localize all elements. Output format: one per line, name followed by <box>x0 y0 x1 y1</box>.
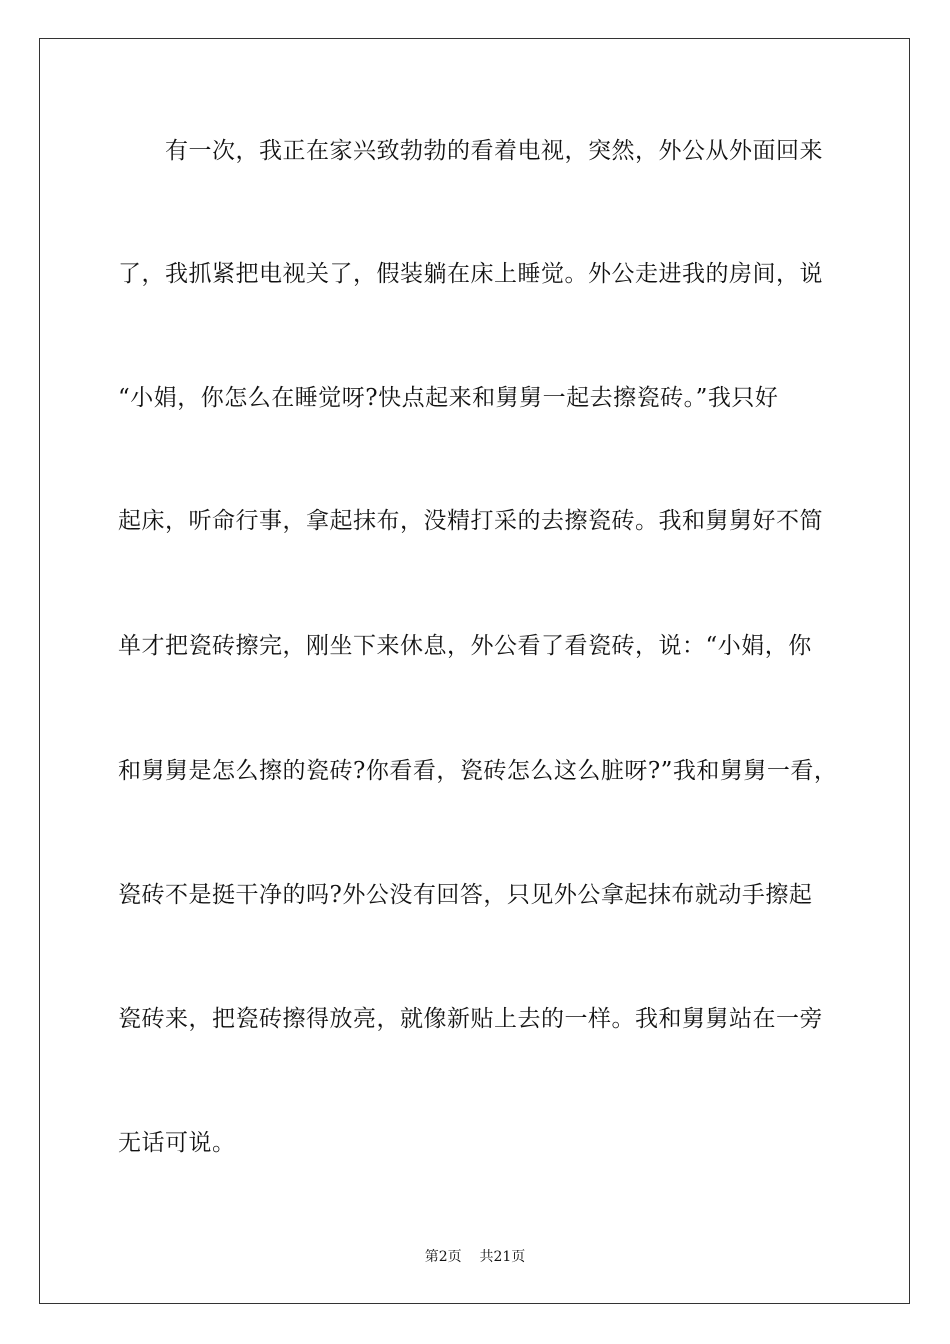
paragraph-line: 了，我抓紧把电视关了，假装躺在床上睡觉。外公走进我的房间，说 <box>118 261 823 287</box>
paragraph-line: “小娟，你怎么在睡觉呀?快点起来和舅舅一起去擦瓷砖。”我只好 <box>118 385 779 411</box>
paragraph-line: 起床，听命行事，拿起抹布，没精打采的去擦瓷砖。我和舅舅好不简 <box>118 508 823 534</box>
paragraph-line: 有一次，我正在家兴致勃勃的看着电视，突然，外公从外面回来 <box>118 138 823 164</box>
paragraph-line: 无话可说。 <box>118 1130 236 1156</box>
page-border <box>39 38 910 1304</box>
paragraph-line: 瓷砖不是挺干净的吗?外公没有回答，只见外公拿起抹布就动手擦起 <box>118 882 813 908</box>
page-number: 第2页 <box>424 1249 462 1265</box>
page-total: 共21页 <box>479 1249 526 1265</box>
page-footer <box>0 1248 950 1266</box>
paragraph-line: 和舅舅是怎么擦的瓷砖?你看看，瓷砖怎么这么脏呀?”我和舅舅一看， <box>118 758 838 784</box>
paragraph-line: 瓷砖来，把瓷砖擦得放亮，就像新贴上去的一样。我和舅舅站在一旁 <box>118 1006 823 1032</box>
paragraph-line: 单才把瓷砖擦完，刚坐下来休息，外公看了看瓷砖，说：“小娟，你 <box>118 633 812 659</box>
